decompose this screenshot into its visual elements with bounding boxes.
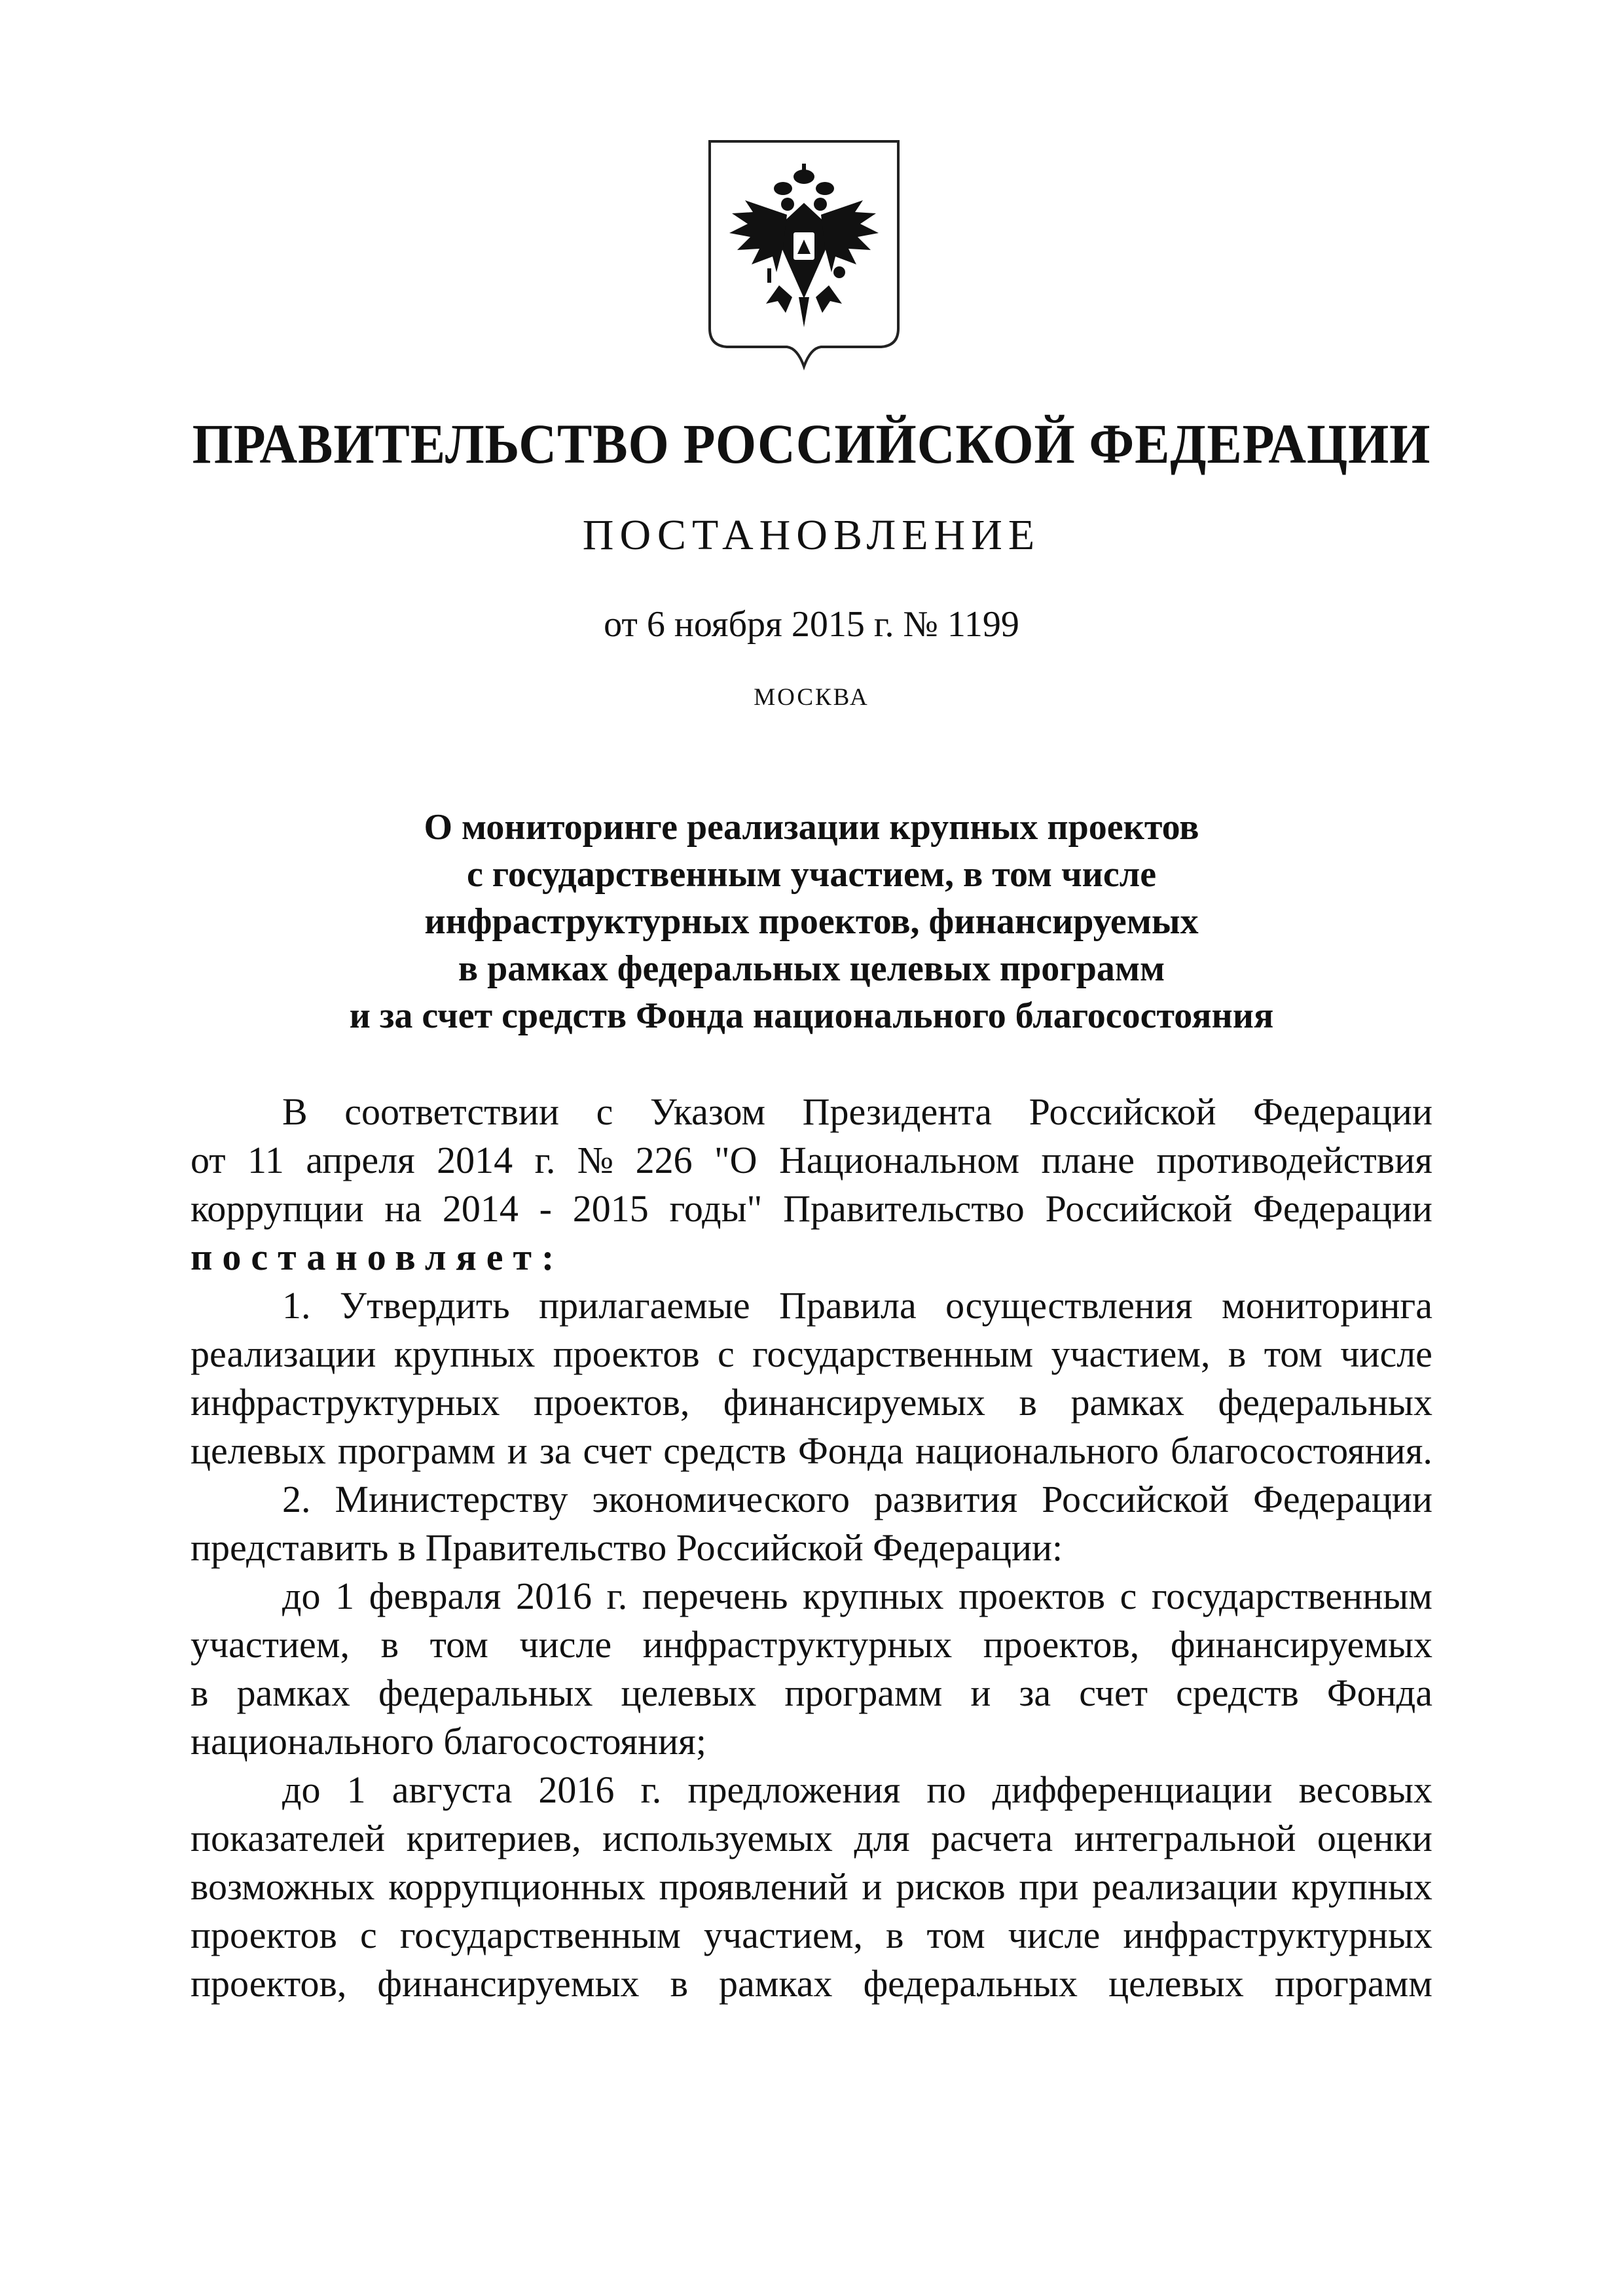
word: оценки (1317, 1817, 1432, 1859)
word: проектов, (533, 1381, 690, 1424)
word: 11 (247, 1139, 284, 1181)
word: числе (519, 1623, 612, 1666)
item-2b-line (191, 1814, 1432, 1863)
word: осуществления (945, 1284, 1193, 1327)
body-line (191, 1185, 1432, 1233)
item-1-line (191, 1378, 1432, 1427)
subject-line: и за счет средств Фонда национального благосостояния (349, 996, 1274, 1036)
word: 2014 (442, 1187, 519, 1230)
word: за (539, 1429, 572, 1472)
word: при (1019, 1865, 1079, 1908)
word: и (970, 1672, 991, 1714)
item-1-line (191, 1427, 1432, 1475)
word: Федерации (1253, 1090, 1432, 1133)
word: программ (784, 1672, 943, 1714)
word: дифференциации (992, 1768, 1273, 1811)
word: и (507, 1429, 528, 1472)
word: том (1264, 1333, 1322, 1375)
document-date-number: от 6 ноября 2015 г. № 1199 (604, 604, 1019, 645)
word: финансируемых (377, 1962, 640, 2005)
word: благосостояния. (1171, 1429, 1432, 1472)
word: от (191, 1139, 226, 1181)
word: инфраструктурных (191, 1381, 500, 1424)
document-subject (0, 804, 1623, 1039)
word: проектов, (983, 1623, 1140, 1666)
word: с (717, 1333, 735, 1375)
word: проявлений (659, 1865, 848, 1908)
word: 2015 (572, 1187, 649, 1230)
word: программ (337, 1429, 496, 1472)
word: крупных (393, 1333, 536, 1375)
word: том (926, 1914, 985, 1956)
word: средств (663, 1429, 786, 1472)
word: - (539, 1187, 552, 1230)
word: государственным (752, 1333, 1034, 1375)
word: крупных (1291, 1865, 1432, 1908)
word: реализации (1092, 1865, 1278, 1908)
word: мониторинга (1221, 1284, 1432, 1327)
word: в (1019, 1381, 1037, 1424)
word: с (359, 1914, 377, 1956)
word: 1 (346, 1768, 366, 1811)
word: Российской (1029, 1090, 1216, 1133)
word: "О (714, 1139, 757, 1181)
word: счет (583, 1429, 652, 1472)
word: Российской (1042, 1478, 1230, 1520)
word: расчета (931, 1817, 1053, 1859)
word: Правительство (783, 1187, 1025, 1230)
coat-of-arms-emblem (706, 137, 902, 373)
word: федеральных (863, 1962, 1078, 2005)
word: инфраструктурных (1123, 1914, 1432, 1956)
item-2b-line (191, 1766, 1432, 1814)
item-2a-line: национального благосостояния; (191, 1720, 706, 1763)
word: в (1228, 1333, 1247, 1375)
word: плане (1041, 1139, 1135, 1181)
item-2a-line (191, 1669, 1432, 1717)
word: участием, (191, 1623, 350, 1666)
word: за (1019, 1672, 1051, 1714)
word: рамках (1070, 1381, 1184, 1424)
word: № (577, 1139, 614, 1181)
word: программ (1274, 1962, 1432, 2005)
word: в (380, 1623, 399, 1666)
word: государственным (399, 1914, 681, 1956)
word: возможных (191, 1865, 375, 1908)
word: целевых (621, 1672, 757, 1714)
word: в (191, 1672, 209, 1714)
word: по (926, 1768, 966, 1811)
word: инфраструктурных (642, 1623, 953, 1666)
word: Указом (649, 1090, 766, 1133)
word: финансируемых (723, 1381, 985, 1424)
word: экономического (592, 1478, 850, 1520)
word: Правила (778, 1284, 917, 1327)
word: 2016 (538, 1768, 615, 1811)
item-2a-line (191, 1572, 1432, 1621)
document-city: МОСКВА (754, 684, 869, 711)
word: критериев, (406, 1817, 581, 1859)
word: В (282, 1090, 308, 1133)
word: августа (392, 1768, 513, 1811)
word: Федерации (1253, 1478, 1432, 1520)
word: проектов, (191, 1962, 347, 2005)
word: до (282, 1575, 321, 1617)
item-2-line: представить в Правительство Российской Федерации: (191, 1526, 1063, 1569)
subject-line: в рамках федеральных целевых программ (458, 948, 1165, 989)
word: 2. (282, 1478, 311, 1520)
document-body (191, 1088, 1432, 2008)
word: соответствии (344, 1090, 559, 1133)
government-title: ПРАВИТЕЛЬСТВО РОССИЙСКОЙ ФЕДЕРАЦИИ (192, 412, 1431, 475)
word: на (384, 1187, 422, 1230)
word: используемых (602, 1817, 833, 1859)
word: проектов (958, 1575, 1105, 1617)
word: в (886, 1914, 904, 1956)
item-2b-line (191, 1863, 1432, 1911)
word: числе (1340, 1333, 1432, 1375)
word: коррупции (191, 1187, 364, 1230)
word: государственным (1151, 1575, 1432, 1617)
word: Фонда (797, 1429, 904, 1472)
item-2b-line (191, 1960, 1432, 2008)
word: федеральных (378, 1672, 593, 1714)
word: федеральных (1218, 1381, 1432, 1424)
word: г. (606, 1575, 628, 1617)
item-1-line (191, 1330, 1432, 1378)
word: 2016 (515, 1575, 592, 1617)
word: февраля (369, 1575, 501, 1617)
subject-line: инфраструктурных проектов, финансируемых (424, 901, 1199, 942)
word: 1. (282, 1284, 311, 1327)
word: Президента (802, 1090, 993, 1133)
document-type: ПОСТАНОВЛЕНИЕ (582, 511, 1041, 559)
word: Российской (1045, 1187, 1233, 1230)
word: счет (1079, 1672, 1148, 1714)
word: противодействия (1156, 1139, 1432, 1181)
word: и (862, 1865, 883, 1908)
word: числе (1008, 1914, 1101, 1956)
word: до (282, 1768, 321, 1811)
word: с (596, 1090, 613, 1133)
word: 2014 (437, 1139, 513, 1181)
word: Министерству (335, 1478, 568, 1520)
word: Фонда (1326, 1672, 1432, 1714)
word: Федерации (1253, 1187, 1432, 1230)
word: проектов (553, 1333, 700, 1375)
word: показателей (191, 1817, 386, 1859)
word: в (670, 1962, 688, 2005)
body-line (191, 1088, 1432, 1136)
word: целевых (191, 1429, 326, 1472)
item-2a-line (191, 1621, 1432, 1669)
word: перечень (642, 1575, 788, 1617)
item-2-line (191, 1475, 1432, 1524)
word: реализации (191, 1333, 376, 1375)
word: г. (534, 1139, 556, 1181)
word: Национальном (779, 1139, 1020, 1181)
word: коррупционных (388, 1865, 646, 1908)
item-2b-line (191, 1911, 1432, 1960)
resolves-word: постановляет: (191, 1236, 564, 1278)
word: апреля (306, 1139, 415, 1181)
word: весовых (1298, 1768, 1432, 1811)
word: финансируемых (1170, 1623, 1432, 1666)
body-line (191, 1136, 1432, 1185)
word: развития (874, 1478, 1018, 1520)
word: крупных (803, 1575, 944, 1617)
word: целевых (1108, 1962, 1244, 2005)
word: прилагаемые (539, 1284, 750, 1327)
word: 1 (335, 1575, 355, 1617)
subject-line: с государственным участием, в том числе (466, 854, 1157, 895)
word: рамках (236, 1672, 350, 1714)
word: Утвердить (339, 1284, 510, 1327)
word: участием, (1051, 1333, 1211, 1375)
word: для (854, 1817, 910, 1859)
word: том (429, 1623, 488, 1666)
word: национального (915, 1429, 1159, 1472)
word: г. (640, 1768, 662, 1811)
word: участием, (703, 1914, 863, 1956)
word: с (1120, 1575, 1137, 1617)
item-1-line (191, 1282, 1432, 1330)
word: годы" (669, 1187, 763, 1230)
word: 226 (635, 1139, 693, 1181)
word: средств (1176, 1672, 1299, 1714)
word: интегральной (1074, 1817, 1296, 1859)
subject-line: О мониторинге реализации крупных проектов (424, 807, 1199, 848)
word: рисков (896, 1865, 1006, 1908)
word: проектов (191, 1914, 337, 1956)
word: рамках (719, 1962, 833, 2005)
word: предложения (687, 1768, 901, 1811)
